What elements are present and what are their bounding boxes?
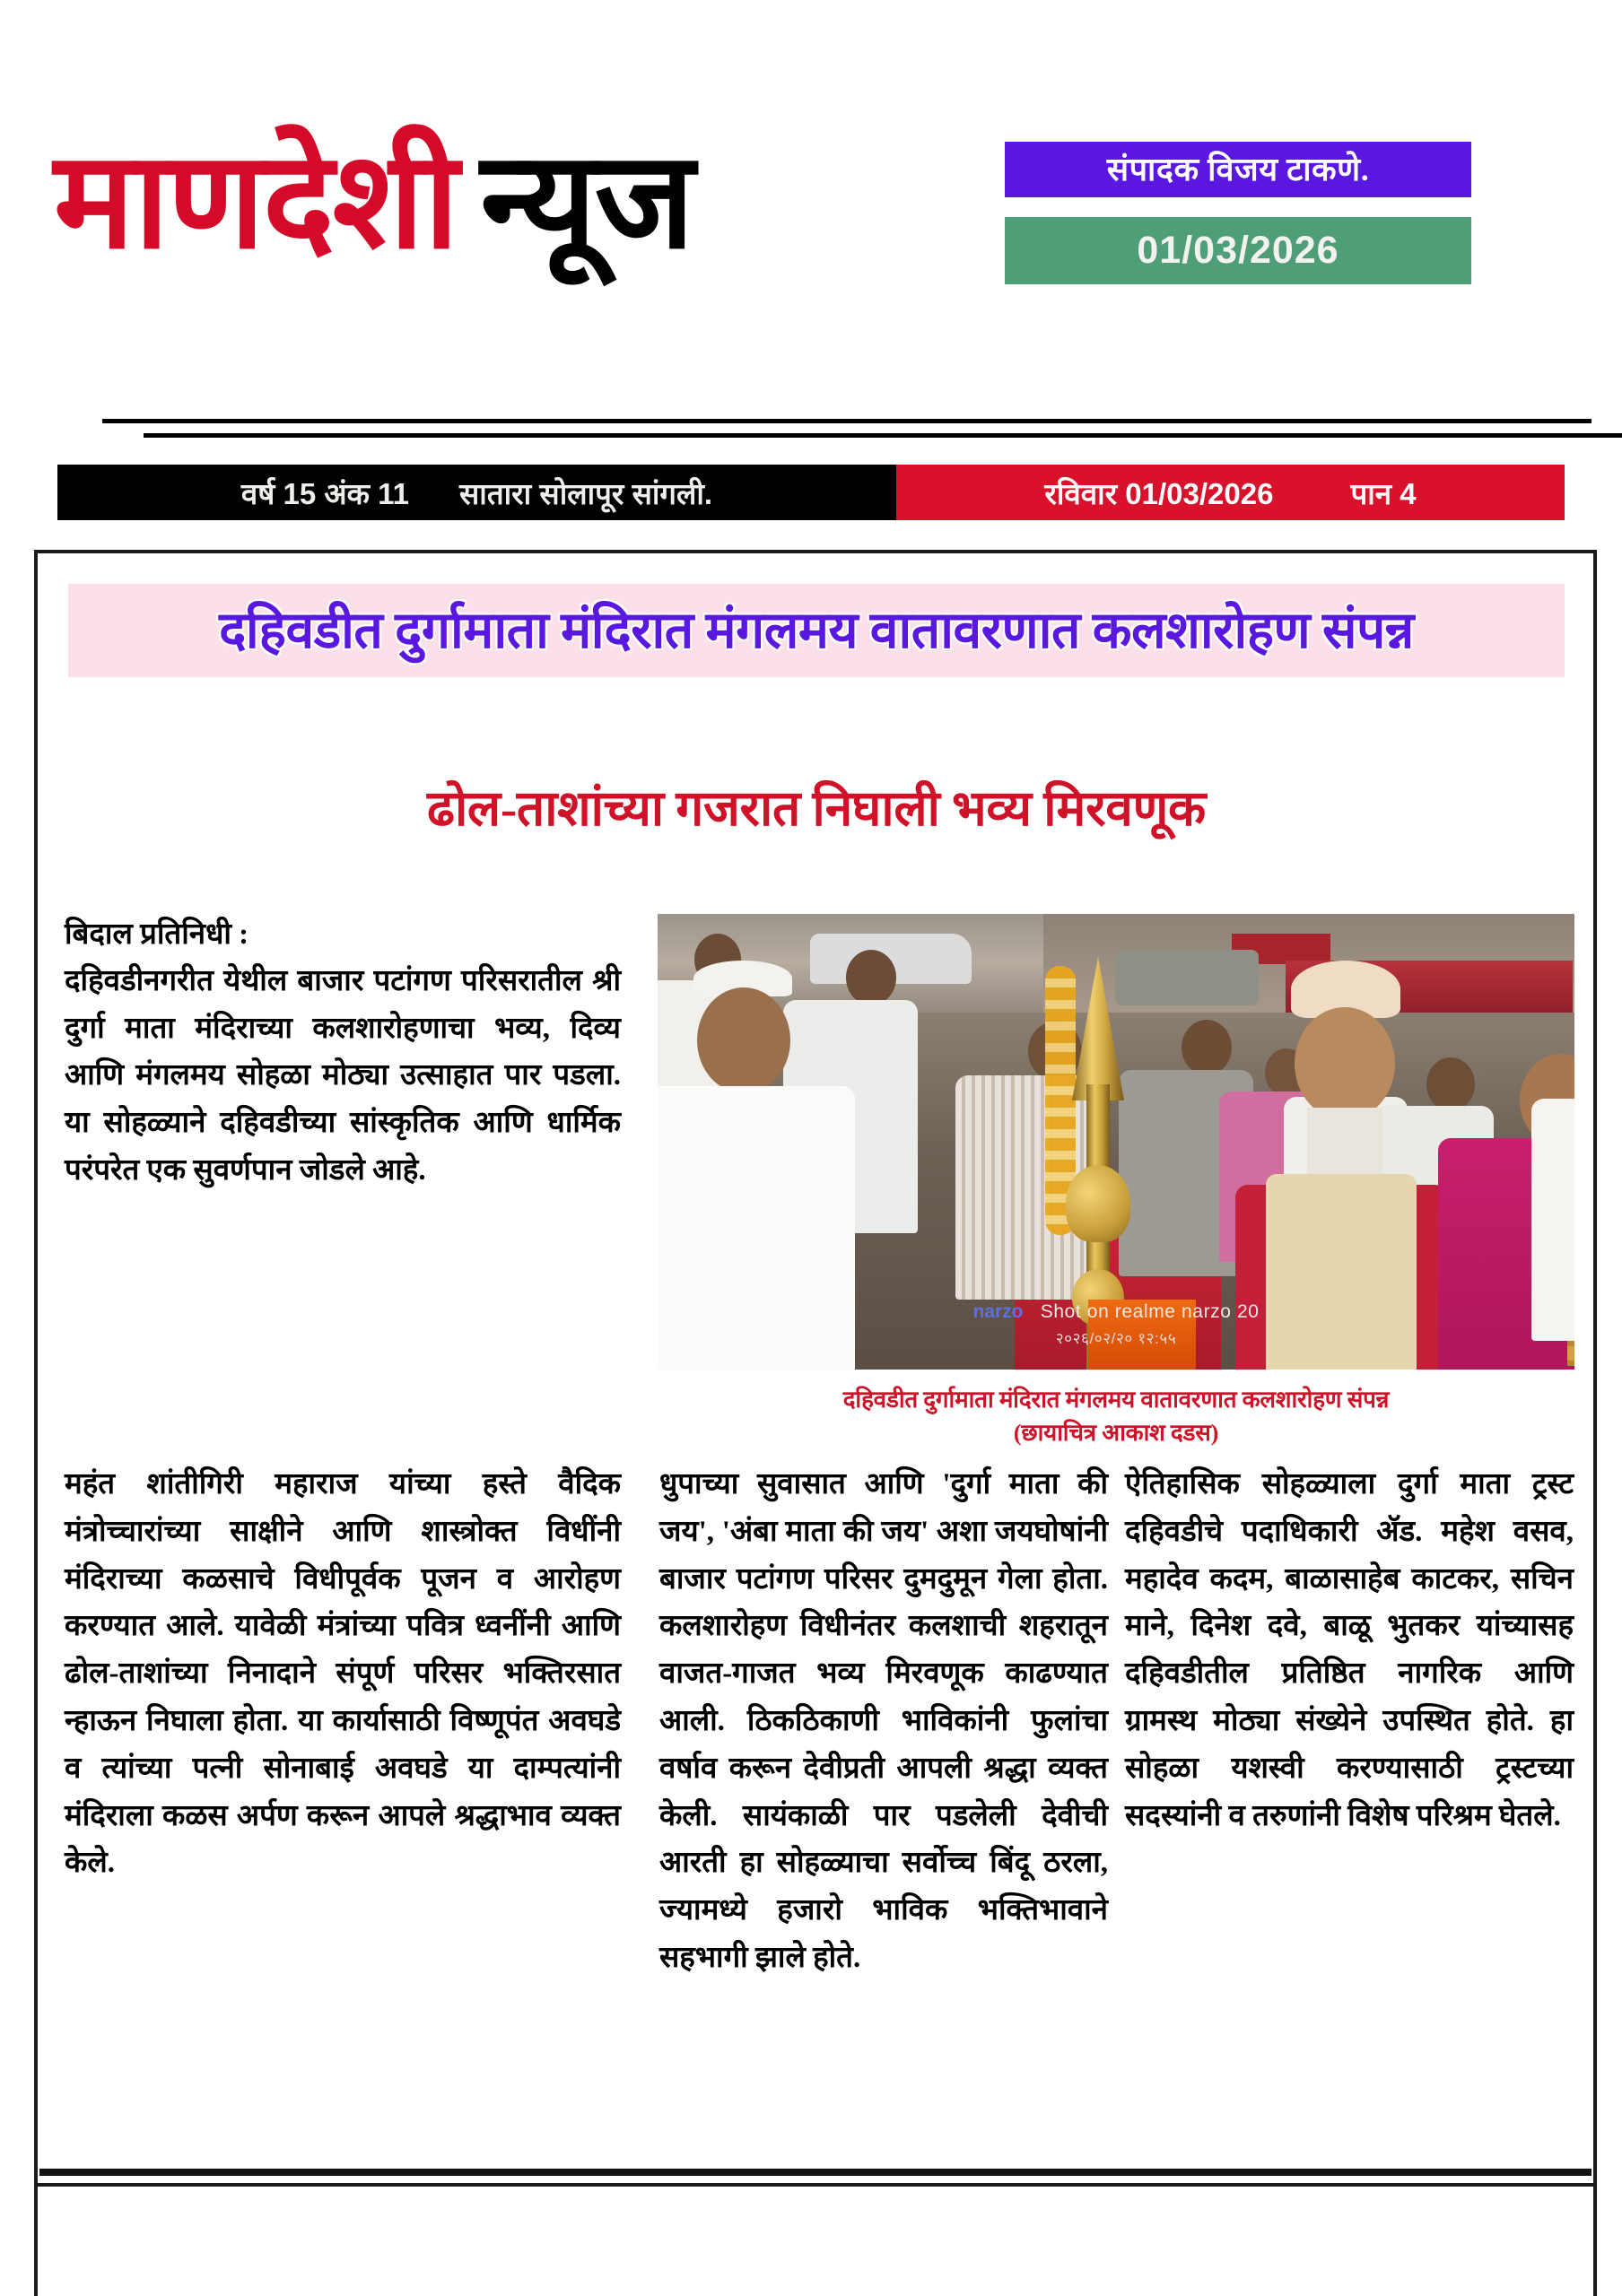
photo-canvas [658, 914, 1574, 1370]
masthead [0, 0, 1622, 404]
photo-caption [658, 1384, 1574, 1450]
header-divider-lower [144, 433, 1622, 438]
article-headline: दहिवडीत दुर्गामाता मंदिरात मंगलमय वातावरणात कलशारोहण संपन्न [219, 603, 1414, 659]
photo-caption-line-two: (छायाचित्र आकाश दडस) [1013, 1419, 1219, 1446]
issue-info-right [896, 465, 1565, 520]
masthead-title [54, 127, 693, 276]
article-bottom-rule [39, 2169, 1591, 2176]
photo-watermark-text: Shot on realme narzo 20 [1040, 1301, 1260, 1322]
masthead-title-word-one: माणदेशी [54, 127, 458, 276]
photo-man-white-right [1573, 1039, 1574, 1341]
page-number-label: पान 4 [1350, 476, 1417, 510]
masthead-logo [54, 127, 693, 276]
issue-info-left [57, 465, 896, 520]
date-badge: 01/03/2026 [1005, 217, 1471, 284]
header-divider-upper [102, 419, 1591, 423]
day-date-label: रविवार 01/03/2026 [1044, 476, 1274, 510]
photo-tanker [1115, 950, 1259, 1005]
narzo-brand-icon: narzo [972, 1301, 1024, 1322]
photo-elder-man-white [685, 961, 855, 1370]
column-three [1125, 1461, 1574, 1839]
page-bottom-frame [34, 2181, 1597, 2296]
masthead-badges [1005, 142, 1471, 284]
column-three-paragraph-one: ऐतिहासिक सोहळ्याला दुर्गा माता ट्रस्ट दहिवडीचे पदाधिकारी ॲड. महेश वसव, महादेव कदम, बाळासाहेब काटकर, सचिन माने, दिनेश दवे, बाळू भुतकर यांच्यासह दहिवडीतील प्रतिष्ठित नागरिक आणि ग्रामस्थ मोठ्या संख्येने उपस्थित होते. हा सोहळा यशस्वी करण्यासाठी ट्रस्टच्या सदस्यांनी व तरुणांनी विशेष परिश्रम घेतले. [1125, 1468, 1574, 1832]
photo-watermark-timestamp: २०२६/०२/२० १२:५५ [1055, 1330, 1177, 1347]
volume-issue-label: वर्ष 15 अंक 11 [240, 476, 409, 510]
headline-band [68, 584, 1565, 677]
article-subheadline: ढोल-ताशांच्या गजरात निघाली भव्य मिरवणूक [427, 781, 1206, 836]
column-one-top [65, 914, 621, 1195]
article-frame [34, 550, 1597, 2187]
photo-caption-line-one: दहिवडीत दुर्गामाता मंदिरात मंगलमय वातावरणात कलशारोहण संपन्न [842, 1387, 1390, 1413]
photo-saffron-cloth [1088, 1300, 1196, 1370]
masthead-title-word-two: न्यूज [480, 127, 693, 276]
column-one-paragraph-two: महंत शांतीगिरी महाराज यांच्या हस्ते वैदिक मंत्रोच्चारांच्या साक्षीने आणि शास्त्रोक्त विधींनी मंदिराच्या कळसाचे विधीपूर्वक पूजन व आरोहण करण्यात आले. यावेळी मंत्रांच्या पवित्र ध्वनींनी आणि ढोल-ताशांच्या निनादाने संपूर्ण परिसर भक्तिरसात न्हाऊन निघाला होता. या कार्यासाठी विष्णूपंत अवघडे व त्यांच्या पत्नी सोनाबाई अवघडे या दाम्पत्यांनी मंदिराला कळस अर्पण करून आपले श्रद्धाभाव व्यक्त केले. [65, 1468, 621, 1880]
issue-info-bar [57, 465, 1565, 520]
article-photo [658, 914, 1574, 1370]
editor-badge: संपादक विजय टाकणे. [1005, 142, 1471, 197]
byline: बिदाल प्रतिनिधी : [65, 918, 249, 951]
photo-kalash-bulb-upper [1066, 1165, 1130, 1242]
column-one-paragraph-one: दहिवडीनगरीत येथील बाजार पटांगण परिसरातील श्री दुर्गा माता मंदिराच्या कलशारोहणाचा भव्य, दिव्य आणि मंगलमय सोहळा मोठ्या उत्साहात पार पडला. या सोहळ्याने दहिवडीच्या सांस्कृतिक आणि धार्मिक परंपरेत एक सुवर्णपान जोडले आहे. [65, 964, 621, 1187]
photo-saint-center [1286, 961, 1447, 1370]
column-one-bottom [65, 1461, 621, 1887]
editions-label: सातारा सोलापूर सांगली. [458, 476, 713, 510]
column-two-paragraph-one: धुपाच्या सुवासात आणि 'दुर्गा माता की जय', 'अंबा माता की जय' अशा जयघोषांनी बाजार पटांगण परिसर दुमदुमून गेला होता. कलशारोहण विधीनंतर कलशाची शहरातून वाजत-गाजत भव्य मिरवणूक काढण्यात आली. ठिकठिकाणी भाविकांनी फुलांचा वर्षाव करून देवीप्रती आपली श्रद्धा व्यक्त केली. सायंकाळी पार पडलेली देवीची आरती हा सोहळ्याचा सर्वोच्च बिंदू ठरला, ज्यामध्ये हजारो भाविक भक्तिभावाने सहभागी झाले होते. [659, 1468, 1108, 1974]
column-two [659, 1461, 1108, 1982]
